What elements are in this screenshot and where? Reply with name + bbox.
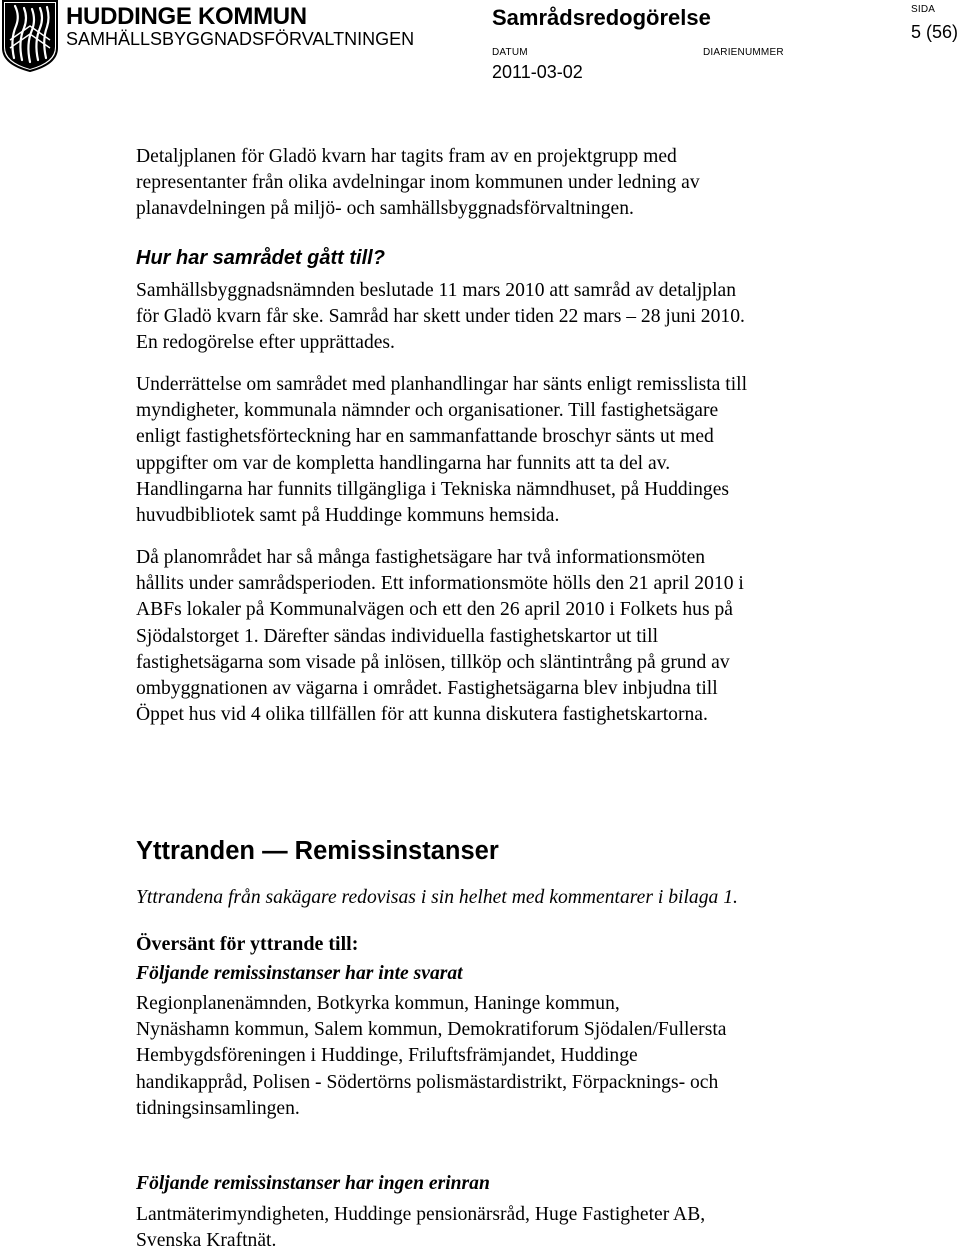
text-line: handikappråd, Polisen - Södertörns polismästardistrikt, Förpacknings- och (136, 1071, 719, 1093)
text-line: Lantmäterimyndigheten, Huddinge pensionärsråd, Huge Fastigheter AB, (136, 1204, 706, 1225)
consultation-paragraph-3 (136, 545, 936, 728)
page-label: SIDA (911, 4, 936, 15)
no-objection-heading: Följande remissinstanser har ingen erinran (136, 1173, 490, 1194)
organization-name: HUDDINGE KOMMUN (66, 3, 307, 30)
text-line: enligt fastighetsförteckning har en sammanfattande broschyr sänts ut med (136, 426, 714, 448)
text-line: uppgifter om var de kompletta handlingarna har funnits att ta del av. (136, 452, 671, 474)
document-date: 2011-03-02 (492, 62, 583, 82)
intro-line: Detaljplanen för Gladö kvarn har tagits fram av en projektgrupp med (136, 146, 677, 167)
text-line: huvudbibliotek samt på Huddinge kommuns hemsida. (136, 505, 560, 527)
text-line: Öppet hus vid 4 olika tillfällen för att kunna diskutera fastighetskartorna. (136, 704, 708, 726)
text-line: tidningsinsamlingen. (136, 1097, 300, 1119)
page-number: 5 (56) (911, 22, 959, 42)
text-line: Samhällsbyggnadsnämnden beslutade 11 mars 2010 att samråd av detaljplan (136, 280, 737, 301)
text-line: En redogörelse efter upprättades. (136, 332, 395, 354)
text-line: Nynäshamn kommun, Salem kommun, Demokratiforum Sjödalen/Fullersta (136, 1019, 727, 1041)
no-reply-heading: Följande remissinstanser har inte svarat (136, 963, 463, 984)
text-line: för Gladö kvarn får ske. Samråd har skett under tiden 22 mars – 28 juni 2010. (136, 306, 745, 328)
consultation-paragraph-1 (136, 278, 936, 357)
intro-paragraph (136, 144, 936, 223)
text-line: ABFs lokaler på Kommunalvägen och ett den 26 april 2010 i Folkets hus på (136, 599, 733, 621)
text-line: Underrättelse om samrådet med planhandlingar har sänts enligt remisslista till (136, 374, 748, 395)
appendix-note: Yttrandena från sakägare redovisas i sin helhet med kommentarer i bilaga 1. (136, 887, 738, 908)
consultation-heading: Hur har samrådet gått till? (136, 247, 385, 269)
text-line: Regionplanenämnden, Botkyrka kommun, Haninge kommun, (136, 993, 620, 1014)
department-name: SAMHÄLLSBYGGNADSFÖRVALTNINGEN (66, 29, 415, 49)
no-objection-list (136, 1202, 936, 1254)
flame-crest-icon (0, 0, 60, 72)
diary-number-label: DIARIENUMMER (703, 47, 784, 58)
intro-line: representanter från olika avdelningar inom kommunen under ledning av (136, 172, 700, 194)
consultation-paragraph-2 (136, 372, 936, 529)
sent-for-comment-heading: Översänt för yttrande till: (136, 933, 359, 955)
text-line: fastighetsägarna som visade på inlösen, tillköp och släntintrång på grund av (136, 651, 730, 673)
text-line: Då planområdet har så många fastighetsägare har två informationsmöten (136, 547, 706, 568)
text-line: Hembygdsföreningen i Huddinge, Friluftsfrämjandet, Huddinge (136, 1045, 638, 1067)
no-reply-list (136, 991, 936, 1122)
section-heading: Yttranden — Remissinstanser (136, 837, 499, 865)
intro-line: planavdelningen på miljö- och samhällsbyggnadsförvaltningen. (136, 198, 634, 220)
text-line: Handlingarna har funnits tillgängliga i Tekniska nämndhuset, på Huddinges (136, 478, 730, 500)
text-line: Svenska Kraftnät. (136, 1230, 277, 1252)
text-line: Sjödalstorget 1. Därefter sändas individuella fastighetskartor ut till (136, 625, 659, 647)
text-line: myndigheter, kommunala nämnder och organisationer. Till fastighetsägare (136, 400, 719, 422)
date-label: DATUM (492, 47, 528, 58)
text-line: ombyggnationen av vägarna i området. Fastighetsägarna blev inbjudna till (136, 678, 718, 700)
text-line: hållits under samrådsperioden. Ett informationsmöte hölls den 21 april 2010 i (136, 573, 744, 595)
municipality-logo (0, 0, 60, 72)
document-title: Samrådsredogörelse (492, 5, 711, 30)
